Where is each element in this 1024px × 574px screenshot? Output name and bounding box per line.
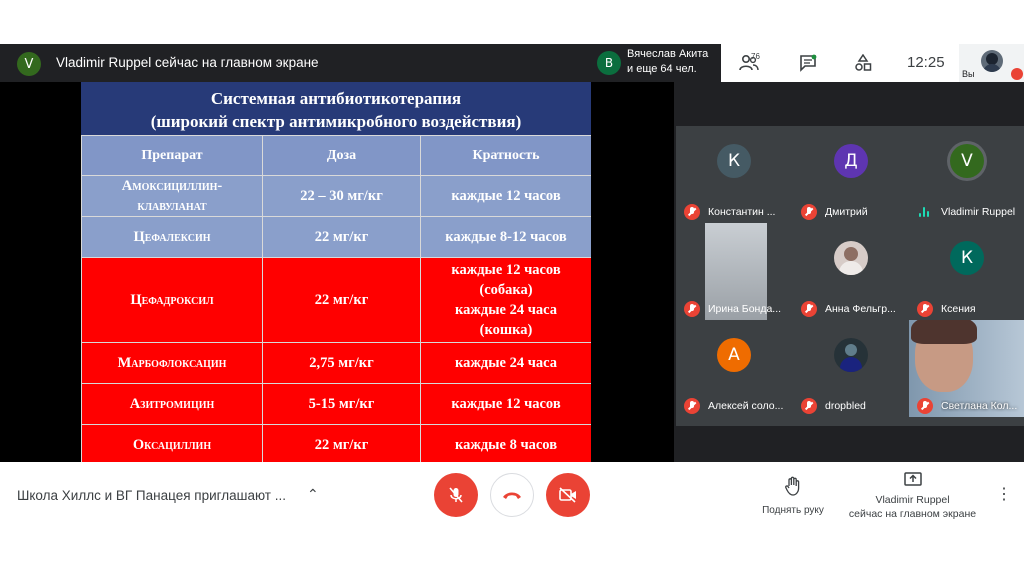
participant-tile[interactable] — [793, 223, 908, 320]
participant-name: Ирина Бонда... — [708, 303, 782, 315]
table-row — [82, 258, 592, 343]
participant-grid — [674, 82, 1024, 462]
participant-name: Дмитрий — [825, 206, 868, 218]
self-mic-off-icon — [1011, 68, 1023, 80]
antibiotic-table — [81, 135, 591, 462]
participant-name: Алексей соло... — [708, 400, 784, 412]
group-count: и еще 64 чел. — [627, 63, 697, 75]
slide-subtitle: (широкий спектр антимикробного воздействия) — [150, 112, 522, 131]
table-row — [82, 343, 592, 384]
presenter-avatar: V — [17, 52, 41, 76]
meeting-title[interactable]: Школа Хиллс и ВГ Панацея приглашают ... — [17, 488, 286, 503]
mic-off-icon — [917, 301, 933, 317]
mic-toggle-button[interactable] — [434, 473, 478, 517]
dose-cell: 2,75 мг/кг — [263, 343, 421, 384]
participant-tile[interactable] — [676, 320, 791, 417]
present-line-name: Vladimir Ruppel — [875, 494, 950, 506]
participant-name: Vladimir Ruppel — [941, 206, 1016, 218]
participant-tile[interactable] — [909, 320, 1024, 417]
mic-off-icon — [684, 301, 700, 317]
mic-off-icon — [801, 301, 817, 317]
camera-toggle-button[interactable] — [546, 473, 590, 517]
chat-icon — [799, 54, 817, 72]
presentation-slide — [81, 82, 591, 462]
mic-off-icon — [684, 398, 700, 414]
table-row — [82, 217, 592, 258]
mic-off-icon — [801, 204, 817, 220]
frequency-cell: каждые 24 часа — [421, 343, 592, 384]
dose-cell: 5-15 мг/кг — [263, 384, 421, 425]
drug-cell: Амоксициллин- клавуланат — [82, 176, 263, 217]
participant-avatar: А — [717, 338, 751, 372]
drug-cell: Цефадроксил — [82, 258, 263, 343]
participant-avatar: К — [717, 144, 751, 178]
clock: 12:25 — [907, 54, 945, 71]
drug-cell: Оксациллин — [82, 425, 263, 463]
frequency-cell: каждые 8 часов — [421, 425, 592, 463]
hand-icon — [784, 476, 802, 496]
present-now-button[interactable] — [840, 472, 985, 521]
mic-off-icon — [801, 398, 817, 414]
participant-tile[interactable] — [793, 126, 908, 223]
table-row — [82, 384, 592, 425]
bottom-bar — [0, 462, 1024, 532]
camera-off-icon — [558, 487, 578, 503]
participant-tile[interactable] — [676, 223, 791, 320]
participant-name: Ксения — [941, 303, 976, 315]
participant-name: Анна Фельгр... — [825, 303, 896, 315]
raise-hand-button[interactable] — [748, 476, 838, 516]
top-controls — [721, 44, 959, 82]
table-row — [82, 176, 592, 217]
chat-button[interactable] — [799, 54, 817, 77]
speaking-indicator-icon — [919, 207, 931, 217]
people-count: 76 — [751, 52, 760, 61]
phone-hangup-icon — [501, 489, 523, 501]
present-line-status: сейчас на главном экране — [848, 508, 977, 520]
slide-header — [81, 82, 591, 135]
dose-cell: 22 мг/кг — [263, 425, 421, 463]
self-label: Вы — [962, 69, 975, 79]
drug-cell: Азитромицин — [82, 384, 263, 425]
dose-cell: 22 – 30 мг/кг — [263, 176, 421, 217]
activities-button[interactable] — [854, 54, 872, 77]
participant-name: Константин ... — [708, 206, 776, 218]
group-name: Вячеслав Акита — [627, 48, 709, 60]
frequency-cell: каждые 12 часов — [421, 176, 592, 217]
more-options-icon[interactable]: ⋮ — [996, 486, 1012, 503]
participant-name: Светлана Кол... — [941, 400, 1018, 412]
participant-grid-inner — [676, 126, 1024, 426]
main-stage — [0, 82, 674, 462]
participant-photo-avatar — [834, 241, 868, 275]
column-header-frequency: Кратность — [421, 136, 592, 176]
frequency-cell: каждые 8-12 часов — [421, 217, 592, 258]
top-bar — [0, 44, 1024, 82]
table-row — [82, 425, 592, 463]
participant-tile[interactable] — [909, 223, 1024, 320]
mic-off-icon — [917, 398, 933, 414]
drug-cell: Цефалексин — [82, 217, 263, 258]
self-tile[interactable] — [959, 44, 1024, 82]
presenter-title: Vladimir Ruppel сейчас на главном экране — [56, 55, 319, 70]
participant-tile[interactable] — [909, 126, 1024, 223]
dose-cell: 22 мг/кг — [263, 217, 421, 258]
participant-hair — [911, 320, 977, 344]
frequency-cell: каждые 12 часов — [421, 384, 592, 425]
column-header-drug: Препарат — [82, 136, 263, 176]
group-avatar: В — [597, 51, 621, 75]
drug-cell: Марбофлоксацин — [82, 343, 263, 384]
self-avatar — [981, 50, 1003, 72]
shapes-icon — [854, 54, 872, 72]
participant-tile[interactable] — [676, 126, 791, 223]
column-header-dose: Доза — [263, 136, 421, 176]
participant-name: dropbled — [825, 400, 866, 412]
participant-avatar: Д — [834, 144, 868, 178]
dose-cell: 22 мг/кг — [263, 258, 421, 343]
raise-hand-label: Поднять руку — [762, 505, 824, 516]
mic-off-icon — [447, 486, 465, 504]
frequency-cell: каждые 12 часов (собака) каждые 24 часа (кошка) — [421, 258, 592, 343]
present-screen-icon — [904, 472, 922, 488]
participant-photo-avatar — [834, 338, 868, 372]
slide-title: Системная антибиотикотерапия — [210, 89, 462, 108]
participant-avatar: К — [950, 241, 984, 275]
participant-avatar: V — [950, 144, 984, 178]
hang-up-button[interactable] — [490, 473, 534, 517]
chevron-up-icon[interactable]: ⌃ — [307, 486, 319, 502]
participant-tile[interactable] — [793, 320, 908, 417]
mic-off-icon — [684, 204, 700, 220]
